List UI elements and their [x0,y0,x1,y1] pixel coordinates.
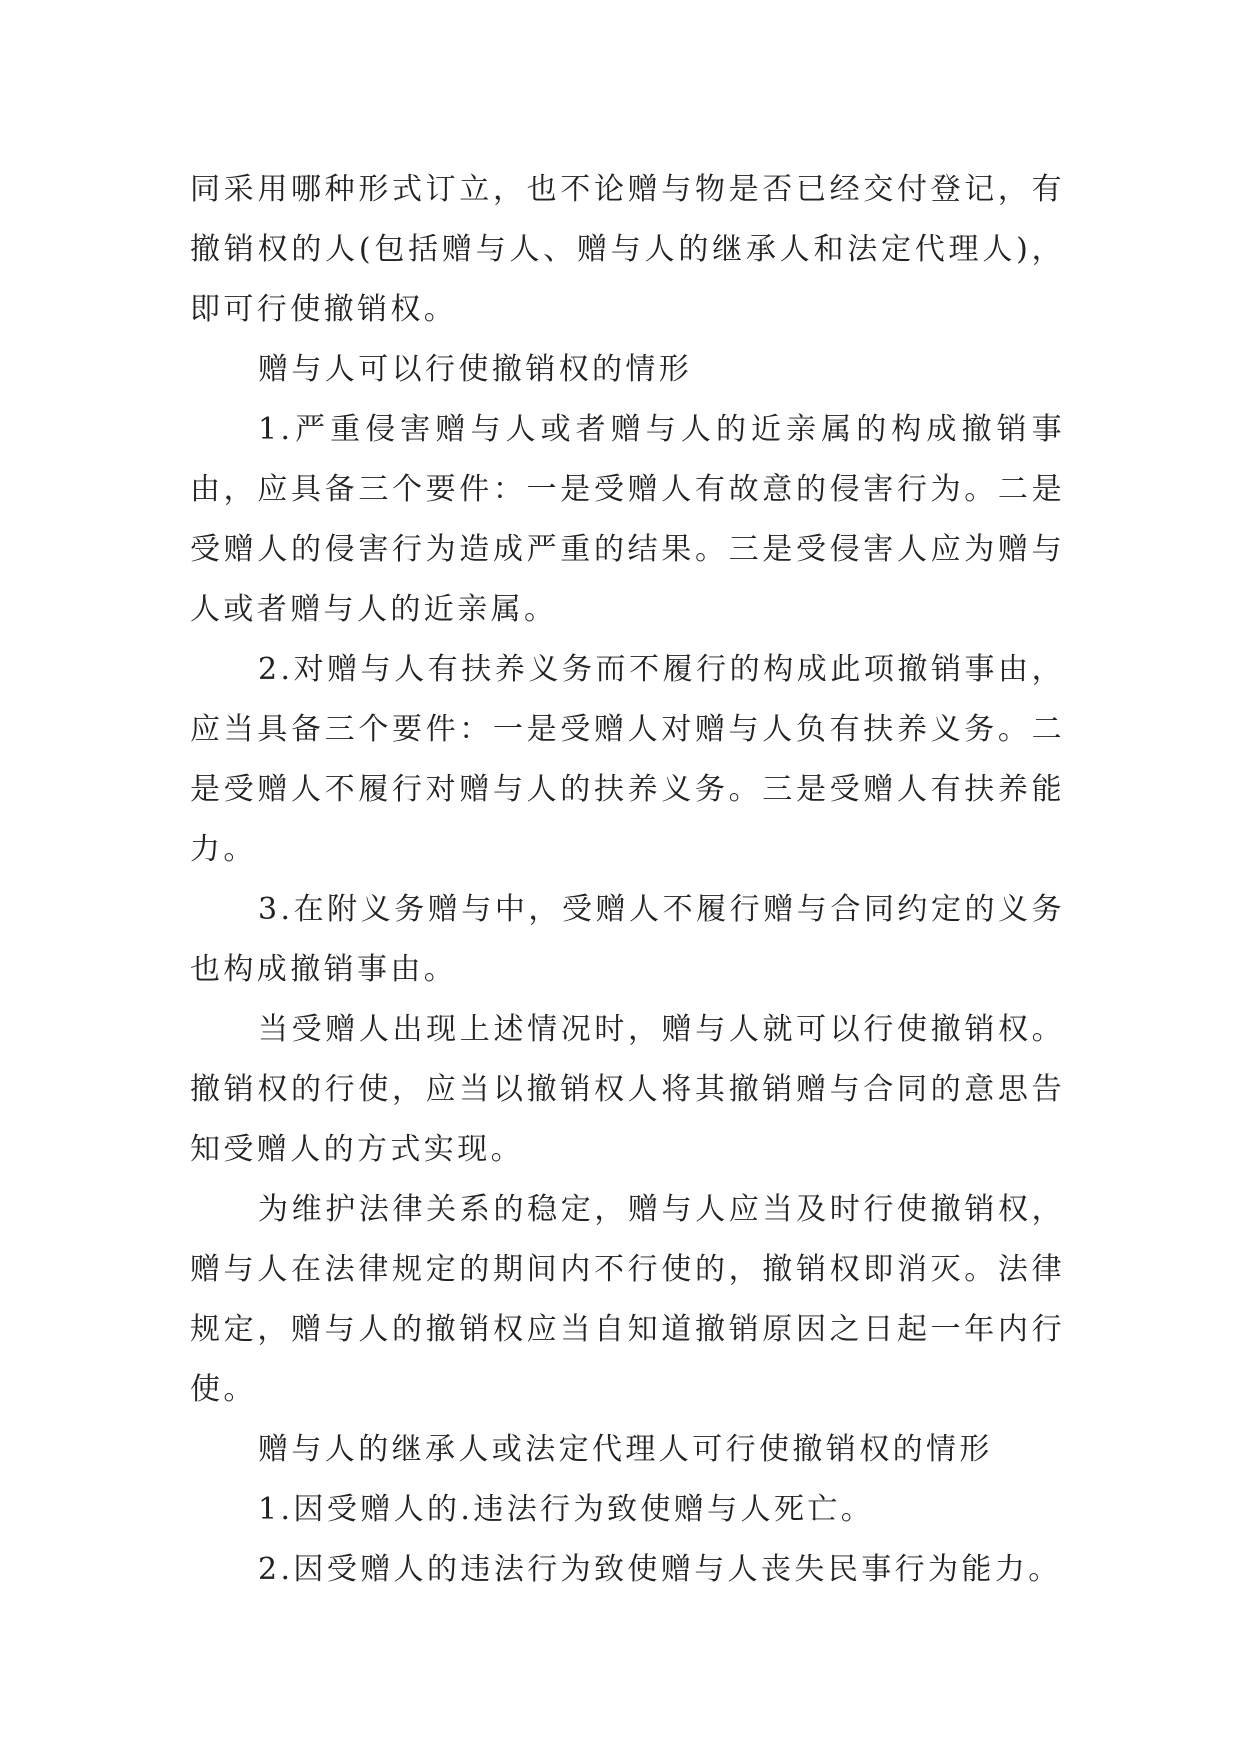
section-heading-heir-revocation: 赠与人的继承人或法定代理人可行使撤销权的情形 [258,1432,993,1467]
paragraph-item-2: 2.对赠与人有扶养义务而不履行的构成此项撤销事由，应当具备三个要件：一是受赠人对赠与人负有扶养义务。二是受赠人不履行对赠与人的扶养义务。三是受赠人有扶养能力。 [190,652,1065,867]
paragraph-item-1: 1.严重侵害赠与人或者赠与人的近亲属的构成撤销事由，应具备三个要件：一是受赠人有故意的侵害行为。二是受赠人的侵害行为造成严重的结果。三是受侵害人应为赠与人或者赠与人的近亲属。 [190,412,1065,627]
paragraph-exercise: 当受赠人出现上述情况时，赠与人就可以行使撤销权。撤销权的行使，应当以撤销权人将其撤销赠与合同的意思告知受赠人的方式实现。 [190,1012,1065,1167]
paragraph-item-3: 3.在附义务赠与中，受赠人不履行赠与合同约定的义务也构成撤销事由。 [190,892,1065,987]
paragraph-heir-item-1: 1.因受赠人的.违法行为致使赠与人死亡。 [258,1492,875,1527]
paragraph-continuation: 同采用哪种形式订立，也不论赠与物是否已经交付登记，有撤销权的人(包括赠与人、赠与人的继承人和法定代理人)，即可行使撤销权。 [190,172,1065,327]
paragraph-time-limit: 为维护法律关系的稳定，赠与人应当及时行使撤销权，赠与人在法律规定的期间内不行使的，撤销权即消灭。法律规定，赠与人的撤销权应当自知道撤销原因之日起一年内行使。 [190,1192,1065,1407]
document-body [190,160,1065,1600]
section-heading-donor-revocation: 赠与人可以行使撤销权的情形 [258,352,693,387]
paragraph-heir-item-2: 2.因受赠人的违法行为致使赠与人丧失民事行为能力。 [258,1552,1062,1587]
